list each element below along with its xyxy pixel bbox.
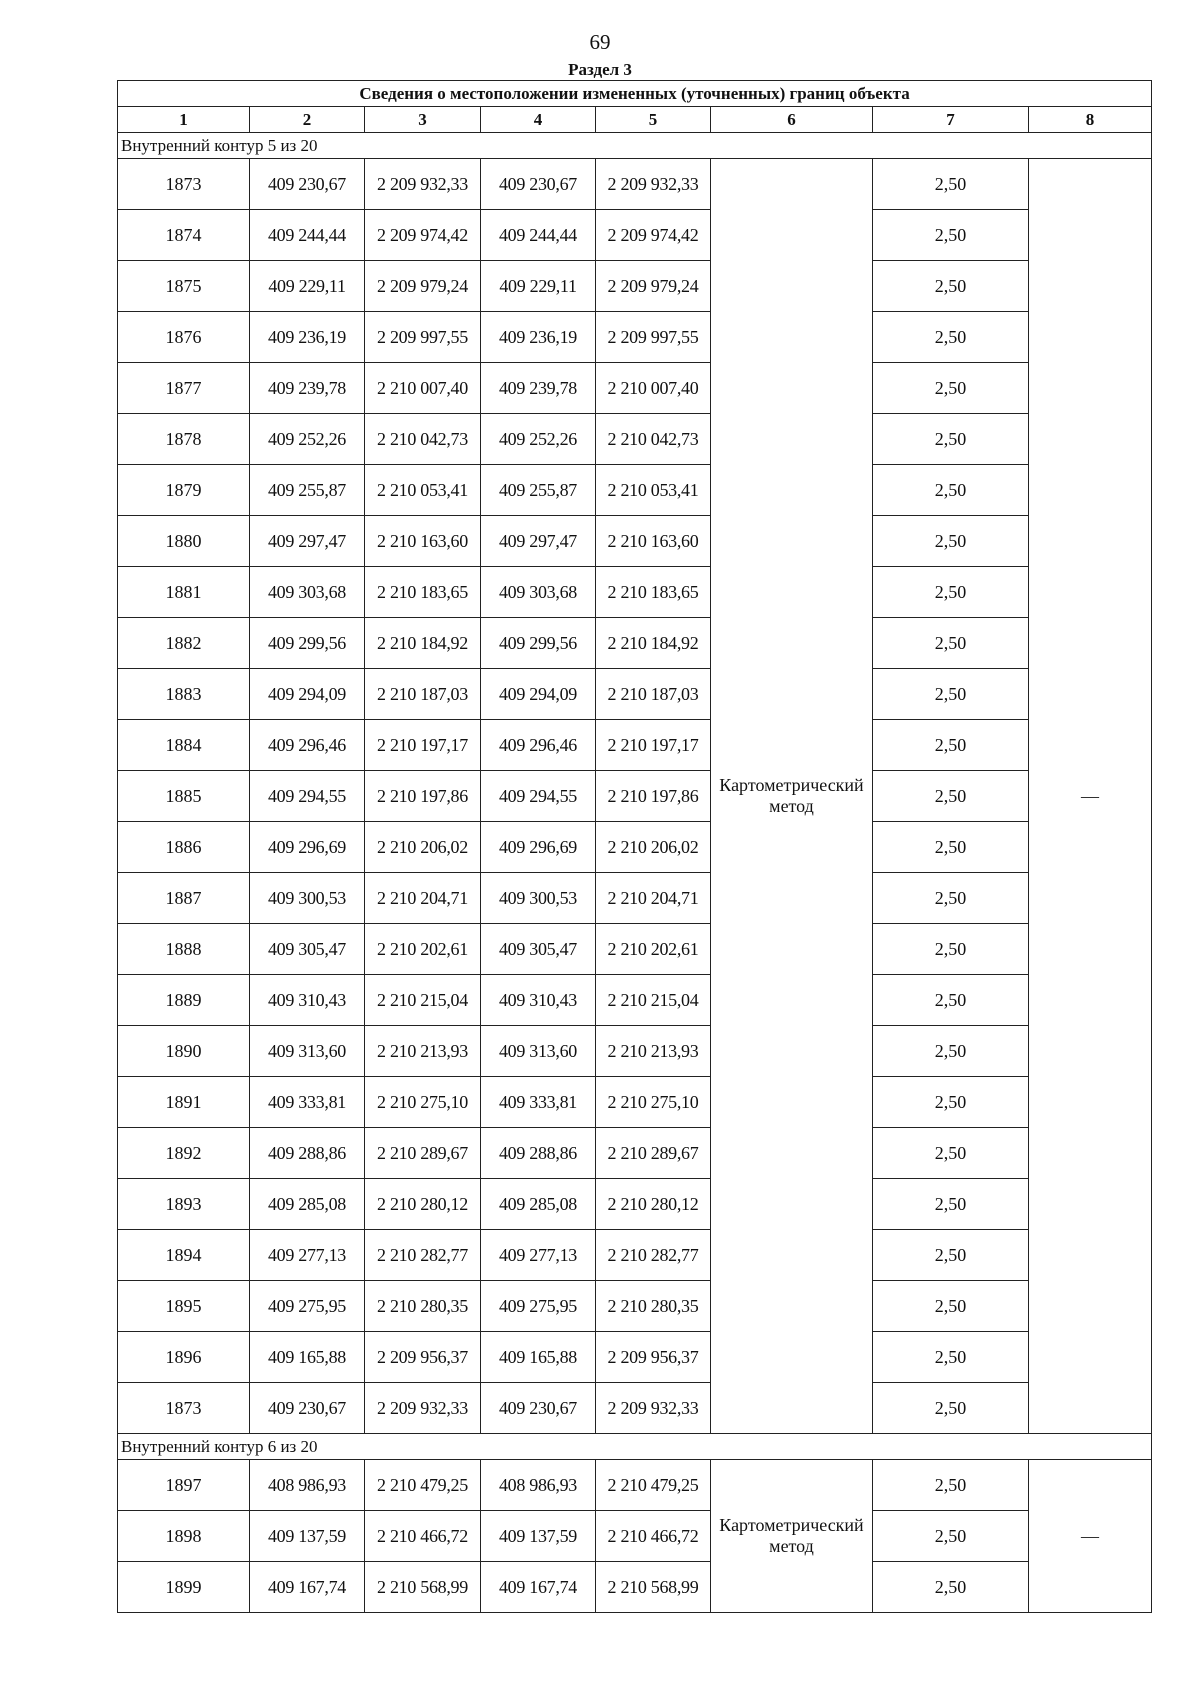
- x-coordinate-cell: 409 299,56: [481, 618, 596, 669]
- x-coordinate-cell: 409 297,47: [481, 516, 596, 567]
- x-coordinate-cell: 409 297,47: [250, 516, 365, 567]
- accuracy-cell: 2,50: [873, 771, 1029, 822]
- table-row: [118, 924, 1152, 975]
- x-coordinate-cell: 409 255,87: [250, 465, 365, 516]
- point-number-cell: 1887: [118, 873, 250, 924]
- x-coordinate-cell: 409 236,19: [250, 312, 365, 363]
- column-number: 5: [596, 107, 711, 133]
- table-row: [118, 1281, 1152, 1332]
- table-row: [118, 1460, 1152, 1511]
- point-number-cell: 1873: [118, 1383, 250, 1434]
- table-row: [118, 261, 1152, 312]
- y-coordinate-cell: 2 210 204,71: [365, 873, 481, 924]
- table-row: [118, 1026, 1152, 1077]
- point-number-cell: 1876: [118, 312, 250, 363]
- column-number: 4: [481, 107, 596, 133]
- y-coordinate-cell: 2 210 163,60: [365, 516, 481, 567]
- x-coordinate-cell: 409 299,56: [250, 618, 365, 669]
- y-coordinate-cell: 2 210 215,04: [365, 975, 481, 1026]
- point-number-cell: 1880: [118, 516, 250, 567]
- x-coordinate-cell: 409 333,81: [250, 1077, 365, 1128]
- coordinates-table: [117, 80, 1152, 1613]
- y-coordinate-cell: 2 210 183,65: [596, 567, 711, 618]
- y-coordinate-cell: 2 210 282,77: [596, 1230, 711, 1281]
- section-title: Раздел 3: [568, 60, 632, 79]
- y-coordinate-cell: 2 209 932,33: [365, 159, 481, 210]
- x-coordinate-cell: 409 305,47: [481, 924, 596, 975]
- point-number-cell: 1877: [118, 363, 250, 414]
- y-coordinate-cell: 2 209 932,33: [596, 159, 711, 210]
- table-row: [118, 567, 1152, 618]
- x-coordinate-cell: 409 294,09: [481, 669, 596, 720]
- point-number-cell: 1879: [118, 465, 250, 516]
- x-coordinate-cell: 408 986,93: [481, 1460, 596, 1511]
- point-number-cell: 1874: [118, 210, 250, 261]
- y-coordinate-cell: 2 210 042,73: [365, 414, 481, 465]
- x-coordinate-cell: 409 310,43: [481, 975, 596, 1026]
- y-coordinate-cell: 2 210 202,61: [596, 924, 711, 975]
- accuracy-cell: 2,50: [873, 1128, 1029, 1179]
- accuracy-cell: 2,50: [873, 159, 1029, 210]
- page-number: 69: [589, 30, 611, 54]
- accuracy-cell: 2,50: [873, 363, 1029, 414]
- x-coordinate-cell: 409 167,74: [250, 1562, 365, 1613]
- accuracy-cell: 2,50: [873, 261, 1029, 312]
- x-coordinate-cell: 408 986,93: [250, 1460, 365, 1511]
- point-number-cell: 1889: [118, 975, 250, 1026]
- x-coordinate-cell: 409 296,46: [250, 720, 365, 771]
- column-number: 1: [118, 107, 250, 133]
- note-cell: —: [1029, 1460, 1152, 1613]
- y-coordinate-cell: 2 210 206,02: [596, 822, 711, 873]
- accuracy-cell: 2,50: [873, 465, 1029, 516]
- y-coordinate-cell: 2 210 202,61: [365, 924, 481, 975]
- accuracy-cell: 2,50: [873, 1562, 1029, 1613]
- x-coordinate-cell: 409 137,59: [481, 1511, 596, 1562]
- y-coordinate-cell: 2 210 197,86: [596, 771, 711, 822]
- y-coordinate-cell: 2 209 974,42: [596, 210, 711, 261]
- y-coordinate-cell: 2 210 213,93: [596, 1026, 711, 1077]
- x-coordinate-cell: 409 300,53: [250, 873, 365, 924]
- point-number-cell: 1899: [118, 1562, 250, 1613]
- point-number-cell: 1875: [118, 261, 250, 312]
- table-row: [118, 516, 1152, 567]
- accuracy-cell: 2,50: [873, 1077, 1029, 1128]
- table-row: [118, 618, 1152, 669]
- accuracy-cell: 2,50: [873, 924, 1029, 975]
- y-coordinate-cell: 2 210 568,99: [596, 1562, 711, 1613]
- accuracy-cell: 2,50: [873, 210, 1029, 261]
- x-coordinate-cell: 409 252,26: [481, 414, 596, 465]
- x-coordinate-cell: 409 167,74: [481, 1562, 596, 1613]
- point-number-cell: 1890: [118, 1026, 250, 1077]
- point-number-cell: 1882: [118, 618, 250, 669]
- x-coordinate-cell: 409 313,60: [250, 1026, 365, 1077]
- accuracy-cell: 2,50: [873, 873, 1029, 924]
- x-coordinate-cell: 409 230,67: [250, 1383, 365, 1434]
- table-row: [118, 363, 1152, 414]
- point-number-cell: 1897: [118, 1460, 250, 1511]
- x-coordinate-cell: 409 305,47: [250, 924, 365, 975]
- x-coordinate-cell: 409 288,86: [250, 1128, 365, 1179]
- point-number-cell: 1878: [118, 414, 250, 465]
- column-number: 3: [365, 107, 481, 133]
- x-coordinate-cell: 409 165,88: [481, 1332, 596, 1383]
- y-coordinate-cell: 2 210 282,77: [365, 1230, 481, 1281]
- x-coordinate-cell: 409 230,67: [250, 159, 365, 210]
- accuracy-cell: 2,50: [873, 1383, 1029, 1434]
- accuracy-cell: 2,50: [873, 1281, 1029, 1332]
- note-cell: —: [1029, 159, 1152, 1434]
- table-row: [118, 1077, 1152, 1128]
- y-coordinate-cell: 2 210 479,25: [596, 1460, 711, 1511]
- x-coordinate-cell: 409 252,26: [250, 414, 365, 465]
- y-coordinate-cell: 2 210 053,41: [596, 465, 711, 516]
- accuracy-cell: 2,50: [873, 414, 1029, 465]
- y-coordinate-cell: 2 210 187,03: [596, 669, 711, 720]
- y-coordinate-cell: 2 210 197,86: [365, 771, 481, 822]
- y-coordinate-cell: 2 210 280,12: [596, 1179, 711, 1230]
- table-row: [118, 1511, 1152, 1562]
- x-coordinate-cell: 409 285,08: [481, 1179, 596, 1230]
- table-row: [118, 1230, 1152, 1281]
- y-coordinate-cell: 2 210 289,67: [365, 1128, 481, 1179]
- accuracy-cell: 2,50: [873, 720, 1029, 771]
- point-number-cell: 1896: [118, 1332, 250, 1383]
- y-coordinate-cell: 2 210 280,35: [365, 1281, 481, 1332]
- y-coordinate-cell: 2 209 932,33: [596, 1383, 711, 1434]
- y-coordinate-cell: 2 210 275,10: [365, 1077, 481, 1128]
- accuracy-cell: 2,50: [873, 1230, 1029, 1281]
- table-row: [118, 465, 1152, 516]
- accuracy-cell: 2,50: [873, 822, 1029, 873]
- y-coordinate-cell: 2 210 197,17: [365, 720, 481, 771]
- y-coordinate-cell: 2 210 197,17: [596, 720, 711, 771]
- x-coordinate-cell: 409 230,67: [481, 159, 596, 210]
- table-row: [118, 720, 1152, 771]
- x-coordinate-cell: 409 239,78: [481, 363, 596, 414]
- x-coordinate-cell: 409 244,44: [481, 210, 596, 261]
- accuracy-cell: 2,50: [873, 669, 1029, 720]
- column-number: 8: [1029, 107, 1152, 133]
- table-row: [118, 1562, 1152, 1613]
- x-coordinate-cell: 409 230,67: [481, 1383, 596, 1434]
- column-number: 2: [250, 107, 365, 133]
- accuracy-cell: 2,50: [873, 1026, 1029, 1077]
- table-row: [118, 312, 1152, 363]
- y-coordinate-cell: 2 210 215,04: [596, 975, 711, 1026]
- y-coordinate-cell: 2 210 289,67: [596, 1128, 711, 1179]
- table-row: [118, 210, 1152, 261]
- accuracy-cell: 2,50: [873, 312, 1029, 363]
- accuracy-cell: 2,50: [873, 516, 1029, 567]
- method-cell: Картометрический метод: [711, 159, 873, 1434]
- y-coordinate-cell: 2 209 979,24: [596, 261, 711, 312]
- y-coordinate-cell: 2 210 275,10: [596, 1077, 711, 1128]
- x-coordinate-cell: 409 294,09: [250, 669, 365, 720]
- table-row: [118, 873, 1152, 924]
- x-coordinate-cell: 409 255,87: [481, 465, 596, 516]
- y-coordinate-cell: 2 210 053,41: [365, 465, 481, 516]
- point-number-cell: 1898: [118, 1511, 250, 1562]
- point-number-cell: 1885: [118, 771, 250, 822]
- table-row: [118, 1332, 1152, 1383]
- x-coordinate-cell: 409 244,44: [250, 210, 365, 261]
- accuracy-cell: 2,50: [873, 975, 1029, 1026]
- x-coordinate-cell: 409 294,55: [250, 771, 365, 822]
- point-number-cell: 1892: [118, 1128, 250, 1179]
- y-coordinate-cell: 2 210 206,02: [365, 822, 481, 873]
- table-row: [118, 1383, 1152, 1434]
- y-coordinate-cell: 2 210 007,40: [365, 363, 481, 414]
- table-row: [118, 771, 1152, 822]
- y-coordinate-cell: 2 210 280,35: [596, 1281, 711, 1332]
- x-coordinate-cell: 409 229,11: [250, 261, 365, 312]
- point-number-cell: 1893: [118, 1179, 250, 1230]
- y-coordinate-cell: 2 210 204,71: [596, 873, 711, 924]
- x-coordinate-cell: 409 229,11: [481, 261, 596, 312]
- accuracy-cell: 2,50: [873, 1511, 1029, 1562]
- table-row: [118, 159, 1152, 210]
- y-coordinate-cell: 2 210 213,93: [365, 1026, 481, 1077]
- point-number-cell: 1881: [118, 567, 250, 618]
- x-coordinate-cell: 409 310,43: [250, 975, 365, 1026]
- contour-label: Внутренний контур 6 из 20: [118, 1434, 1152, 1460]
- y-coordinate-cell: 2 210 280,12: [365, 1179, 481, 1230]
- accuracy-cell: 2,50: [873, 1460, 1029, 1511]
- y-coordinate-cell: 2 210 184,92: [596, 618, 711, 669]
- x-coordinate-cell: 409 285,08: [250, 1179, 365, 1230]
- table-row: [118, 1179, 1152, 1230]
- y-coordinate-cell: 2 210 042,73: [596, 414, 711, 465]
- x-coordinate-cell: 409 313,60: [481, 1026, 596, 1077]
- contour-header-row: [118, 1434, 1152, 1460]
- y-coordinate-cell: 2 210 007,40: [596, 363, 711, 414]
- x-coordinate-cell: 409 239,78: [250, 363, 365, 414]
- point-number-cell: 1888: [118, 924, 250, 975]
- x-coordinate-cell: 409 300,53: [481, 873, 596, 924]
- table-title: Сведения о местоположении измененных (уточненных) границ объекта: [118, 81, 1152, 107]
- point-number-cell: 1883: [118, 669, 250, 720]
- column-number: 6: [711, 107, 873, 133]
- x-coordinate-cell: 409 165,88: [250, 1332, 365, 1383]
- contour-header-row: [118, 133, 1152, 159]
- y-coordinate-cell: 2 210 466,72: [596, 1511, 711, 1562]
- accuracy-cell: 2,50: [873, 1332, 1029, 1383]
- table-row: [118, 414, 1152, 465]
- table-row: [118, 669, 1152, 720]
- x-coordinate-cell: 409 296,69: [250, 822, 365, 873]
- column-number: 7: [873, 107, 1029, 133]
- contour-label: Внутренний контур 5 из 20: [118, 133, 1152, 159]
- x-coordinate-cell: 409 277,13: [250, 1230, 365, 1281]
- x-coordinate-cell: 409 333,81: [481, 1077, 596, 1128]
- y-coordinate-cell: 2 209 956,37: [596, 1332, 711, 1383]
- x-coordinate-cell: 409 288,86: [481, 1128, 596, 1179]
- accuracy-cell: 2,50: [873, 567, 1029, 618]
- x-coordinate-cell: 409 137,59: [250, 1511, 365, 1562]
- point-number-cell: 1884: [118, 720, 250, 771]
- x-coordinate-cell: 409 303,68: [481, 567, 596, 618]
- x-coordinate-cell: 409 303,68: [250, 567, 365, 618]
- y-coordinate-cell: 2 209 956,37: [365, 1332, 481, 1383]
- y-coordinate-cell: 2 209 979,24: [365, 261, 481, 312]
- y-coordinate-cell: 2 209 932,33: [365, 1383, 481, 1434]
- point-number-cell: 1895: [118, 1281, 250, 1332]
- y-coordinate-cell: 2 210 187,03: [365, 669, 481, 720]
- point-number-cell: 1886: [118, 822, 250, 873]
- x-coordinate-cell: 409 296,69: [481, 822, 596, 873]
- x-coordinate-cell: 409 294,55: [481, 771, 596, 822]
- table-row: [118, 1128, 1152, 1179]
- x-coordinate-cell: 409 236,19: [481, 312, 596, 363]
- table-row: [118, 822, 1152, 873]
- accuracy-cell: 2,50: [873, 618, 1029, 669]
- y-coordinate-cell: 2 209 997,55: [596, 312, 711, 363]
- point-number-cell: 1894: [118, 1230, 250, 1281]
- x-coordinate-cell: 409 296,46: [481, 720, 596, 771]
- x-coordinate-cell: 409 275,95: [481, 1281, 596, 1332]
- y-coordinate-cell: 2 210 479,25: [365, 1460, 481, 1511]
- accuracy-cell: 2,50: [873, 1179, 1029, 1230]
- y-coordinate-cell: 2 210 184,92: [365, 618, 481, 669]
- point-number-cell: 1873: [118, 159, 250, 210]
- y-coordinate-cell: 2 209 997,55: [365, 312, 481, 363]
- point-number-cell: 1891: [118, 1077, 250, 1128]
- x-coordinate-cell: 409 277,13: [481, 1230, 596, 1281]
- y-coordinate-cell: 2 210 568,99: [365, 1562, 481, 1613]
- method-cell: Картометрический метод: [711, 1460, 873, 1613]
- table-row: [118, 975, 1152, 1026]
- x-coordinate-cell: 409 275,95: [250, 1281, 365, 1332]
- y-coordinate-cell: 2 210 163,60: [596, 516, 711, 567]
- y-coordinate-cell: 2 210 183,65: [365, 567, 481, 618]
- y-coordinate-cell: 2 209 974,42: [365, 210, 481, 261]
- y-coordinate-cell: 2 210 466,72: [365, 1511, 481, 1562]
